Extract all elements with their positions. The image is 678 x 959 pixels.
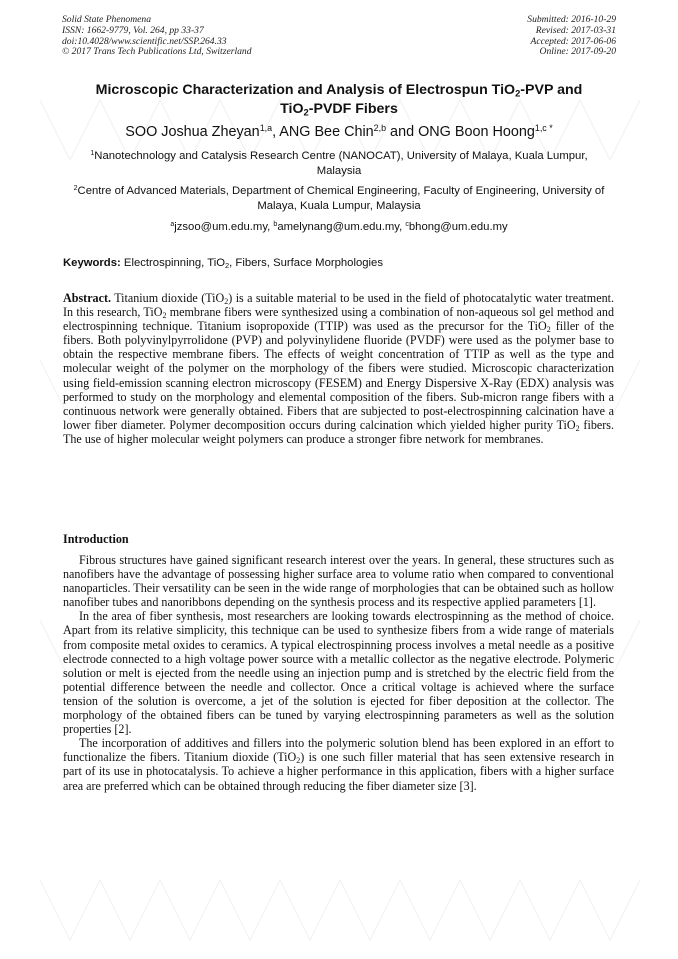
introduction-body bbox=[63, 553, 614, 793]
author-name: ONG Boon Hoong bbox=[418, 124, 535, 140]
issn: ISSN: 1662-9779, Vol. 264, pp 33-37 bbox=[62, 24, 204, 36]
header-right bbox=[527, 15, 616, 58]
copyright: © 2017 Trans Tech Publications Ltd, Switzerland bbox=[62, 46, 252, 58]
paragraph: The incorporation of additives and fillers into the polymeric solution blend has been explored in an effort to functionalize the fibers. Titanium dioxide (TiO$_2$) is one such filler material that has seen extensive research in part of its use in photocatalysis. To achieve a higher performance in this application, fibers with a higher surface area are preferred which can be obtained through reducing the fiber diameter size [3]. bbox=[63, 736, 614, 793]
paper-title: Microscopic Characterization and Analysis of Electrospun TiO$_2$-PVP and TiO$_2$-PVDF Fibers bbox=[95, 82, 583, 118]
header-left bbox=[62, 15, 252, 58]
journal-name: Solid State Phenomena bbox=[62, 14, 151, 25]
accepted-date: Accepted: 2017-06-06 bbox=[530, 35, 616, 47]
email-link[interactable]: amelynang@um.edu.my, bbox=[277, 221, 406, 233]
author-list: SOO Joshua Zheyan$^{1,a}$, ANG Bee Chin$^{2,b}$ and ONG Boon Hoong$^{1,c *}$ bbox=[125, 123, 553, 140]
author-name: SOO Joshua Zheyan bbox=[125, 124, 260, 140]
paragraph: In the area of fiber synthesis, most researchers are looking towards electrospinning as the method of choice. Apart from its relative simplicity, this technique can be used to synthesize fibers from a wide range of materials from composite metal oxides to ceramics. A typical electrospinning process involves a metal needle as a positive electrode connected to a high voltage power source with a metallic collector as the negative electrode. Polymeric solution or melt is ejected from the needle using an injection pump and is stretched by the electric field from the potential difference between the needle and collector. Once a critical voltage is achieved where the surface tension of the solution is overcome, a jet of the solution is ejected for fiber deposition at the collector. The morphology of the obtained fibers can be tuned by varying electrospinning parameters as well as the solution properties [2]. bbox=[63, 609, 614, 737]
author-name: ANG Bee Chin bbox=[279, 124, 374, 140]
author-emails: $^a$jzsoo@um.edu.my, $^b$amelynang@um.edu.my, $^c$bhong@um.edu.my bbox=[170, 221, 508, 233]
section-heading-introduction: Introduction bbox=[63, 532, 129, 546]
affiliation-1: $^1$Nanotechnology and Catalysis Research Centre (NANOCAT), University of Malaya, Kuala Lumpur, Malaysia bbox=[90, 150, 588, 177]
email-link[interactable]: bhong@um.edu.my bbox=[408, 221, 508, 233]
email-link[interactable]: jzsoo@um.edu.my, bbox=[174, 221, 274, 233]
doi[interactable]: doi:10.4028/www.scientific.net/SSP.264.33 bbox=[62, 35, 227, 47]
affiliation-2: $^2$Centre of Advanced Materials, Department of Chemical Engineering, Faculty of Engineering, University of Malaya, Kuala Lumpur, Malaysia bbox=[73, 185, 605, 212]
paragraph: Fibrous structures have gained significant research interest over the years. In general, these structures such as nanofibers have the advantage of possessing higher surface area to volume ratio when compared to conventional nanoparticles. Their versatility can be seen in the wide range of morphologies that can be obtained such as hollow nanofiber tubes and nanoribbons depending on the synthesis process and its respective applied parameters [1]. bbox=[63, 553, 614, 610]
abstract-label: Abstract. bbox=[63, 291, 112, 305]
keywords-label: Keywords: bbox=[63, 257, 121, 269]
online-date: Online: 2017-09-20 bbox=[539, 46, 616, 58]
revised-date: Revised: 2017-03-31 bbox=[535, 24, 616, 36]
abstract: Abstract. Titanium dioxide (TiO$_2$) is a suitable material to be used in the field of photocatalytic water treatment. In this research, TiO$_2$ membrane fibers were synthesized using a combination of non-aqueous sol gel method and electrospinning technique. Titanium isopropoxide (TTIP) was used as the precursor for the TiO$_2$ filler of the fibers. Both polyvinylpyrrolidone (PVP) and polyvinylidene fluoride (PVDF) were used as the polymer base to obtain the respective membrane fibers. The effects of weight concentration of TTIP as well as the type and molecular weight of the polymer on the morphology of the fibers were studied. Microscopic characterization using field-emission scanning electron microscopy (FESEM) and Energy Dispersive X-Ray (EDX) analysis was performed to study on the morphology and elemental composition of the fibers. Sub-micron range fibers with a continuous network were generally obtained. Fibers that are subjected to post-electrospinning calcination have a lower fiber diameter. Polymer decomposition occurs during calcination which yielded higher purity TiO$_2$ fibers. The use of higher molecular weight polymers can produce a stronger fibre network for membranes. bbox=[63, 291, 614, 446]
submitted-date: Submitted: 2016-10-29 bbox=[527, 14, 616, 25]
keywords: Keywords: Electrospinning, TiO$_2$, Fibers, Surface Morphologies bbox=[63, 257, 383, 270]
